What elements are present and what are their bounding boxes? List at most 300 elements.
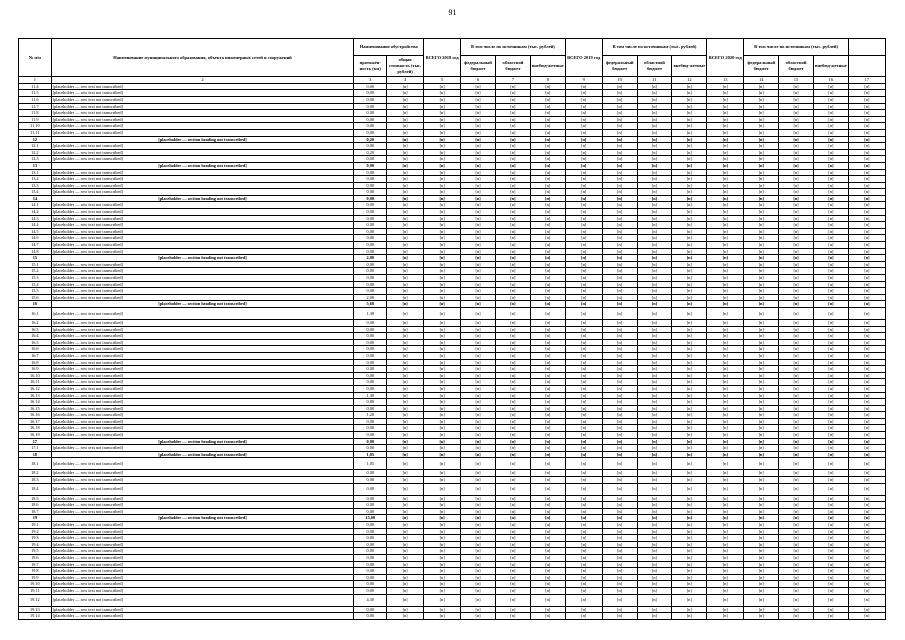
value-cell: [n]: [637, 319, 672, 326]
header-capacity: Наименование обустройства: [354, 39, 424, 56]
value-cell: [n]: [848, 333, 885, 340]
value-cell: [n]: [424, 195, 461, 202]
value-cell: [n]: [387, 129, 424, 136]
row-number: 14: [19, 195, 52, 202]
value-cell: [n]: [530, 568, 565, 575]
value-cell: [n]: [530, 346, 565, 353]
value-cell: [n]: [779, 606, 814, 613]
value-cell: [n]: [530, 228, 565, 235]
value-cell: [n]: [495, 288, 530, 295]
value-cell: [n]: [744, 508, 779, 515]
value-cell: [n]: [461, 528, 496, 535]
value-cell: [n]: [672, 255, 707, 262]
value-cell: [n]: [461, 352, 496, 359]
value-cell: [n]: [637, 195, 672, 202]
value-cell: [n]: [637, 502, 672, 509]
value-cell: [n]: [424, 606, 461, 613]
value-cell: [n]: [602, 143, 637, 150]
value-cell: [n]: [461, 281, 496, 288]
value-cell: [n]: [530, 215, 565, 222]
value-cell: [n]: [672, 209, 707, 216]
section-row: [19, 451, 886, 458]
value-cell: [n]: [387, 594, 424, 606]
value-cell: [n]: [707, 495, 744, 502]
value-cell: [n]: [637, 359, 672, 366]
value-cell: [n]: [707, 528, 744, 535]
object-name: [placeholder — row text not transcribed]: [51, 392, 354, 399]
value-cell: [n]: [461, 548, 496, 555]
table-row: [19, 307, 886, 319]
value-cell: [n]: [637, 495, 672, 502]
value-cell: [n]: [602, 189, 637, 196]
value-cell: [n]: [461, 346, 496, 353]
table-row: [19, 522, 886, 529]
value-cell: [n]: [848, 288, 885, 295]
value-cell: [n]: [672, 301, 707, 308]
value-cell: [n]: [744, 235, 779, 242]
value-cell: [n]: [813, 594, 848, 606]
value-cell: [n]: [461, 129, 496, 136]
value-cell: [n]: [495, 561, 530, 568]
value-cell: [n]: [707, 116, 744, 123]
value-cell: [n]: [744, 301, 779, 308]
value-cell: [n]: [848, 366, 885, 373]
value-cell: [n]: [744, 438, 779, 445]
value-cell: [n]: [461, 399, 496, 406]
value-cell: 4,30: [354, 594, 387, 606]
value-cell: [n]: [424, 222, 461, 229]
value-cell: [n]: [813, 392, 848, 399]
value-cell: [n]: [779, 470, 814, 477]
value-cell: [n]: [813, 477, 848, 484]
value-cell: [n]: [813, 548, 848, 555]
column-number: 2: [51, 77, 354, 84]
value-cell: [n]: [387, 339, 424, 346]
value-cell: [n]: [848, 352, 885, 359]
value-cell: [n]: [461, 301, 496, 308]
value-cell: [n]: [602, 366, 637, 373]
value-cell: 0,00: [354, 222, 387, 229]
value-cell: [n]: [565, 116, 602, 123]
table-row: [19, 405, 886, 412]
row-number: 16.19: [19, 432, 52, 439]
object-name: [placeholder — row text not transcribed]: [51, 535, 354, 542]
value-cell: [n]: [424, 399, 461, 406]
value-cell: [n]: [637, 189, 672, 196]
value-cell: [n]: [779, 399, 814, 406]
row-number: 16.10: [19, 372, 52, 379]
value-cell: [n]: [461, 385, 496, 392]
object-name: [placeholder — row text not transcribed]: [51, 528, 354, 535]
value-cell: [n]: [744, 248, 779, 255]
value-cell: [n]: [779, 548, 814, 555]
value-cell: [n]: [779, 587, 814, 594]
value-cell: [n]: [813, 129, 848, 136]
row-number: 19.4: [19, 541, 52, 548]
value-cell: [n]: [387, 470, 424, 477]
value-cell: [n]: [565, 242, 602, 249]
value-cell: [n]: [565, 594, 602, 606]
value-cell: [n]: [461, 613, 496, 620]
value-cell: [n]: [602, 548, 637, 555]
value-cell: [n]: [530, 412, 565, 419]
object-name: [placeholder — row text not transcribed]: [51, 495, 354, 502]
value-cell: [n]: [707, 359, 744, 366]
table-row: [19, 176, 886, 183]
header-total-2020: ВСЕГО 2020 год: [707, 39, 744, 77]
value-cell: [n]: [813, 83, 848, 90]
value-cell: [n]: [387, 438, 424, 445]
value-cell: 0,00: [354, 83, 387, 90]
value-cell: [n]: [637, 143, 672, 150]
value-cell: [n]: [637, 281, 672, 288]
value-cell: [n]: [672, 149, 707, 156]
value-cell: [n]: [461, 372, 496, 379]
value-cell: [n]: [424, 228, 461, 235]
value-cell: [n]: [672, 162, 707, 169]
object-name: [placeholder — row text not transcribed]: [51, 445, 354, 452]
object-name: [placeholder — row text not transcribed]: [51, 319, 354, 326]
value-cell: [n]: [744, 195, 779, 202]
value-cell: 0,90: [354, 182, 387, 189]
value-cell: [n]: [637, 574, 672, 581]
value-cell: [n]: [813, 189, 848, 196]
value-cell: [n]: [707, 96, 744, 103]
value-cell: [n]: [779, 445, 814, 452]
value-cell: [n]: [779, 379, 814, 386]
value-cell: 0,00: [354, 156, 387, 163]
value-cell: [n]: [565, 96, 602, 103]
value-cell: 0,00: [354, 405, 387, 412]
value-cell: [n]: [602, 162, 637, 169]
value-cell: [n]: [387, 333, 424, 340]
value-cell: [n]: [530, 445, 565, 452]
value-cell: [n]: [530, 156, 565, 163]
value-cell: [n]: [779, 268, 814, 275]
value-cell: [n]: [495, 110, 530, 117]
value-cell: [n]: [848, 399, 885, 406]
value-cell: 0,00: [354, 359, 387, 366]
row-number: 11.11: [19, 129, 52, 136]
value-cell: [n]: [707, 83, 744, 90]
value-cell: [n]: [495, 458, 530, 470]
table-row: [19, 235, 886, 242]
value-cell: [n]: [387, 195, 424, 202]
section-title: [placeholder — section heading not transcribed]: [51, 195, 354, 202]
value-cell: [n]: [848, 202, 885, 209]
value-cell: [n]: [813, 268, 848, 275]
table-row: [19, 143, 886, 150]
value-cell: [n]: [530, 209, 565, 216]
value-cell: [n]: [565, 535, 602, 542]
value-cell: [n]: [495, 606, 530, 613]
value-cell: [n]: [602, 477, 637, 484]
value-cell: [n]: [813, 90, 848, 97]
value-cell: [n]: [779, 458, 814, 470]
row-number: 18.1: [19, 458, 52, 470]
value-cell: [n]: [813, 176, 848, 183]
value-cell: [n]: [779, 222, 814, 229]
value-cell: [n]: [637, 307, 672, 319]
value-cell: [n]: [530, 281, 565, 288]
value-cell: [n]: [565, 83, 602, 90]
value-cell: [n]: [565, 412, 602, 419]
value-cell: [n]: [602, 508, 637, 515]
table-row: [19, 392, 886, 399]
value-cell: [n]: [813, 96, 848, 103]
value-cell: [n]: [707, 162, 744, 169]
value-cell: [n]: [424, 301, 461, 308]
value-cell: [n]: [495, 176, 530, 183]
section-row: [19, 136, 886, 143]
value-cell: [n]: [848, 129, 885, 136]
row-number: 13.3: [19, 182, 52, 189]
value-cell: [n]: [602, 294, 637, 301]
value-cell: [n]: [565, 541, 602, 548]
row-number: 16.8: [19, 359, 52, 366]
object-name: [placeholder — row text not transcribed]: [51, 346, 354, 353]
table-row: [19, 535, 886, 542]
object-name: [placeholder — row text not transcribed]: [51, 581, 354, 588]
value-cell: [n]: [744, 96, 779, 103]
object-name: [placeholder — row text not transcribed]: [51, 568, 354, 575]
value-cell: [n]: [565, 143, 602, 150]
value-cell: [n]: [495, 352, 530, 359]
value-cell: [n]: [565, 333, 602, 340]
value-cell: [n]: [637, 587, 672, 594]
value-cell: 0,00: [354, 90, 387, 97]
table-row: [19, 116, 886, 123]
value-cell: [n]: [637, 162, 672, 169]
object-name: [placeholder — row text not transcribed]: [51, 129, 354, 136]
value-cell: [n]: [461, 202, 496, 209]
value-cell: [n]: [495, 541, 530, 548]
value-cell: [n]: [779, 307, 814, 319]
value-cell: 0,00: [354, 176, 387, 183]
table-row: [19, 182, 886, 189]
value-cell: 0,00: [354, 96, 387, 103]
object-name: [placeholder — row text not transcribed]: [51, 339, 354, 346]
value-cell: [n]: [495, 319, 530, 326]
row-number: 18.3: [19, 477, 52, 484]
value-cell: [n]: [424, 90, 461, 97]
value-cell: [n]: [707, 483, 744, 495]
object-name: [placeholder — row text not transcribed]: [51, 594, 354, 606]
value-cell: [n]: [779, 613, 814, 620]
value-cell: [n]: [461, 438, 496, 445]
row-number: 16.18: [19, 425, 52, 432]
header-regional-2020: областной бюджет: [779, 56, 814, 77]
header-total-2018: ВСЕГО 2018 год: [424, 39, 461, 77]
value-cell: [n]: [707, 535, 744, 542]
value-cell: [n]: [779, 96, 814, 103]
value-cell: [n]: [424, 136, 461, 143]
value-cell: [n]: [672, 379, 707, 386]
value-cell: 1,38: [354, 307, 387, 319]
value-cell: [n]: [424, 169, 461, 176]
table-row: [19, 581, 886, 588]
value-cell: [n]: [565, 528, 602, 535]
column-number: 8: [530, 77, 565, 84]
value-cell: 0,00: [354, 242, 387, 249]
object-name: [placeholder — row text not transcribed]: [51, 294, 354, 301]
value-cell: [n]: [707, 425, 744, 432]
value-cell: [n]: [744, 405, 779, 412]
value-cell: [n]: [495, 307, 530, 319]
value-cell: [n]: [424, 508, 461, 515]
value-cell: [n]: [602, 288, 637, 295]
value-cell: [n]: [813, 156, 848, 163]
value-cell: [n]: [707, 281, 744, 288]
value-cell: [n]: [602, 83, 637, 90]
value-cell: [n]: [848, 445, 885, 452]
value-cell: [n]: [744, 103, 779, 110]
table-row: [19, 366, 886, 373]
value-cell: [n]: [530, 379, 565, 386]
value-cell: 0,00: [354, 548, 387, 555]
value-cell: [n]: [744, 561, 779, 568]
value-cell: [n]: [602, 359, 637, 366]
column-number: 7: [495, 77, 530, 84]
value-cell: 0,00: [354, 275, 387, 282]
value-cell: [n]: [565, 169, 602, 176]
value-cell: [n]: [602, 515, 637, 522]
table-row: [19, 508, 886, 515]
value-cell: [n]: [387, 587, 424, 594]
value-cell: [n]: [637, 326, 672, 333]
value-cell: [n]: [813, 162, 848, 169]
value-cell: [n]: [461, 502, 496, 509]
value-cell: [n]: [813, 568, 848, 575]
value-cell: [n]: [424, 352, 461, 359]
object-name: [placeholder — row text not transcribed]: [51, 606, 354, 613]
value-cell: [n]: [672, 189, 707, 196]
value-cell: [n]: [813, 288, 848, 295]
column-number: 10: [602, 77, 637, 84]
value-cell: [n]: [672, 195, 707, 202]
value-cell: [n]: [707, 136, 744, 143]
value-cell: [n]: [387, 275, 424, 282]
value-cell: [n]: [707, 268, 744, 275]
value-cell: [n]: [461, 255, 496, 262]
table-row: [19, 432, 886, 439]
value-cell: [n]: [779, 143, 814, 150]
section-title: [placeholder — section heading not transcribed]: [51, 438, 354, 445]
value-cell: [n]: [495, 143, 530, 150]
table-row: [19, 129, 886, 136]
value-cell: [n]: [813, 399, 848, 406]
value-cell: [n]: [637, 613, 672, 620]
value-cell: [n]: [530, 561, 565, 568]
row-number: 16.16: [19, 412, 52, 419]
row-number: 16: [19, 301, 52, 308]
table-row: [19, 228, 886, 235]
value-cell: [n]: [744, 418, 779, 425]
row-number: 11.10: [19, 123, 52, 130]
value-cell: [n]: [637, 169, 672, 176]
value-cell: 0,00: [354, 169, 387, 176]
row-number: 14.2: [19, 209, 52, 216]
value-cell: [n]: [602, 587, 637, 594]
value-cell: [n]: [495, 515, 530, 522]
value-cell: [n]: [565, 445, 602, 452]
value-cell: [n]: [744, 495, 779, 502]
value-cell: [n]: [602, 574, 637, 581]
value-cell: [n]: [602, 613, 637, 620]
value-cell: [n]: [602, 242, 637, 249]
value-cell: [n]: [848, 346, 885, 353]
value-cell: [n]: [779, 412, 814, 419]
value-cell: [n]: [565, 248, 602, 255]
value-cell: [n]: [387, 379, 424, 386]
value-cell: [n]: [744, 606, 779, 613]
value-cell: [n]: [565, 438, 602, 445]
value-cell: [n]: [707, 209, 744, 216]
value-cell: [n]: [495, 162, 530, 169]
value-cell: [n]: [424, 541, 461, 548]
value-cell: [n]: [744, 189, 779, 196]
value-cell: [n]: [744, 288, 779, 295]
value-cell: [n]: [424, 162, 461, 169]
value-cell: [n]: [779, 535, 814, 542]
value-cell: [n]: [744, 176, 779, 183]
value-cell: [n]: [602, 248, 637, 255]
value-cell: [n]: [707, 339, 744, 346]
value-cell: [n]: [602, 319, 637, 326]
value-cell: [n]: [637, 606, 672, 613]
value-cell: [n]: [461, 275, 496, 282]
value-cell: [n]: [565, 399, 602, 406]
value-cell: 0,00: [354, 587, 387, 594]
value-cell: [n]: [779, 255, 814, 262]
row-number: 16.17: [19, 418, 52, 425]
value-cell: [n]: [424, 215, 461, 222]
value-cell: [n]: [707, 502, 744, 509]
value-cell: [n]: [744, 372, 779, 379]
value-cell: [n]: [637, 294, 672, 301]
value-cell: [n]: [707, 176, 744, 183]
value-cell: [n]: [424, 339, 461, 346]
value-cell: [n]: [602, 405, 637, 412]
value-cell: [n]: [813, 202, 848, 209]
row-number: 18.2: [19, 470, 52, 477]
value-cell: [n]: [530, 438, 565, 445]
value-cell: [n]: [813, 339, 848, 346]
column-number: 13: [707, 77, 744, 84]
value-cell: [n]: [672, 110, 707, 117]
value-cell: [n]: [530, 477, 565, 484]
value-cell: [n]: [637, 242, 672, 249]
value-cell: [n]: [530, 385, 565, 392]
value-cell: [n]: [424, 281, 461, 288]
value-cell: [n]: [744, 392, 779, 399]
value-cell: [n]: [530, 528, 565, 535]
value-cell: [n]: [813, 554, 848, 561]
value-cell: [n]: [848, 255, 885, 262]
object-name: [placeholder — row text not transcribed]: [51, 613, 354, 620]
value-cell: [n]: [565, 195, 602, 202]
value-cell: [n]: [565, 522, 602, 529]
row-number: 16.12: [19, 385, 52, 392]
value-cell: [n]: [848, 581, 885, 588]
value-cell: 0,00: [354, 110, 387, 117]
value-cell: 0,00: [354, 438, 387, 445]
value-cell: [n]: [707, 418, 744, 425]
value-cell: [n]: [424, 470, 461, 477]
object-name: [placeholder — row text not transcribed]: [51, 548, 354, 555]
value-cell: [n]: [387, 522, 424, 529]
value-cell: 0,00: [354, 418, 387, 425]
